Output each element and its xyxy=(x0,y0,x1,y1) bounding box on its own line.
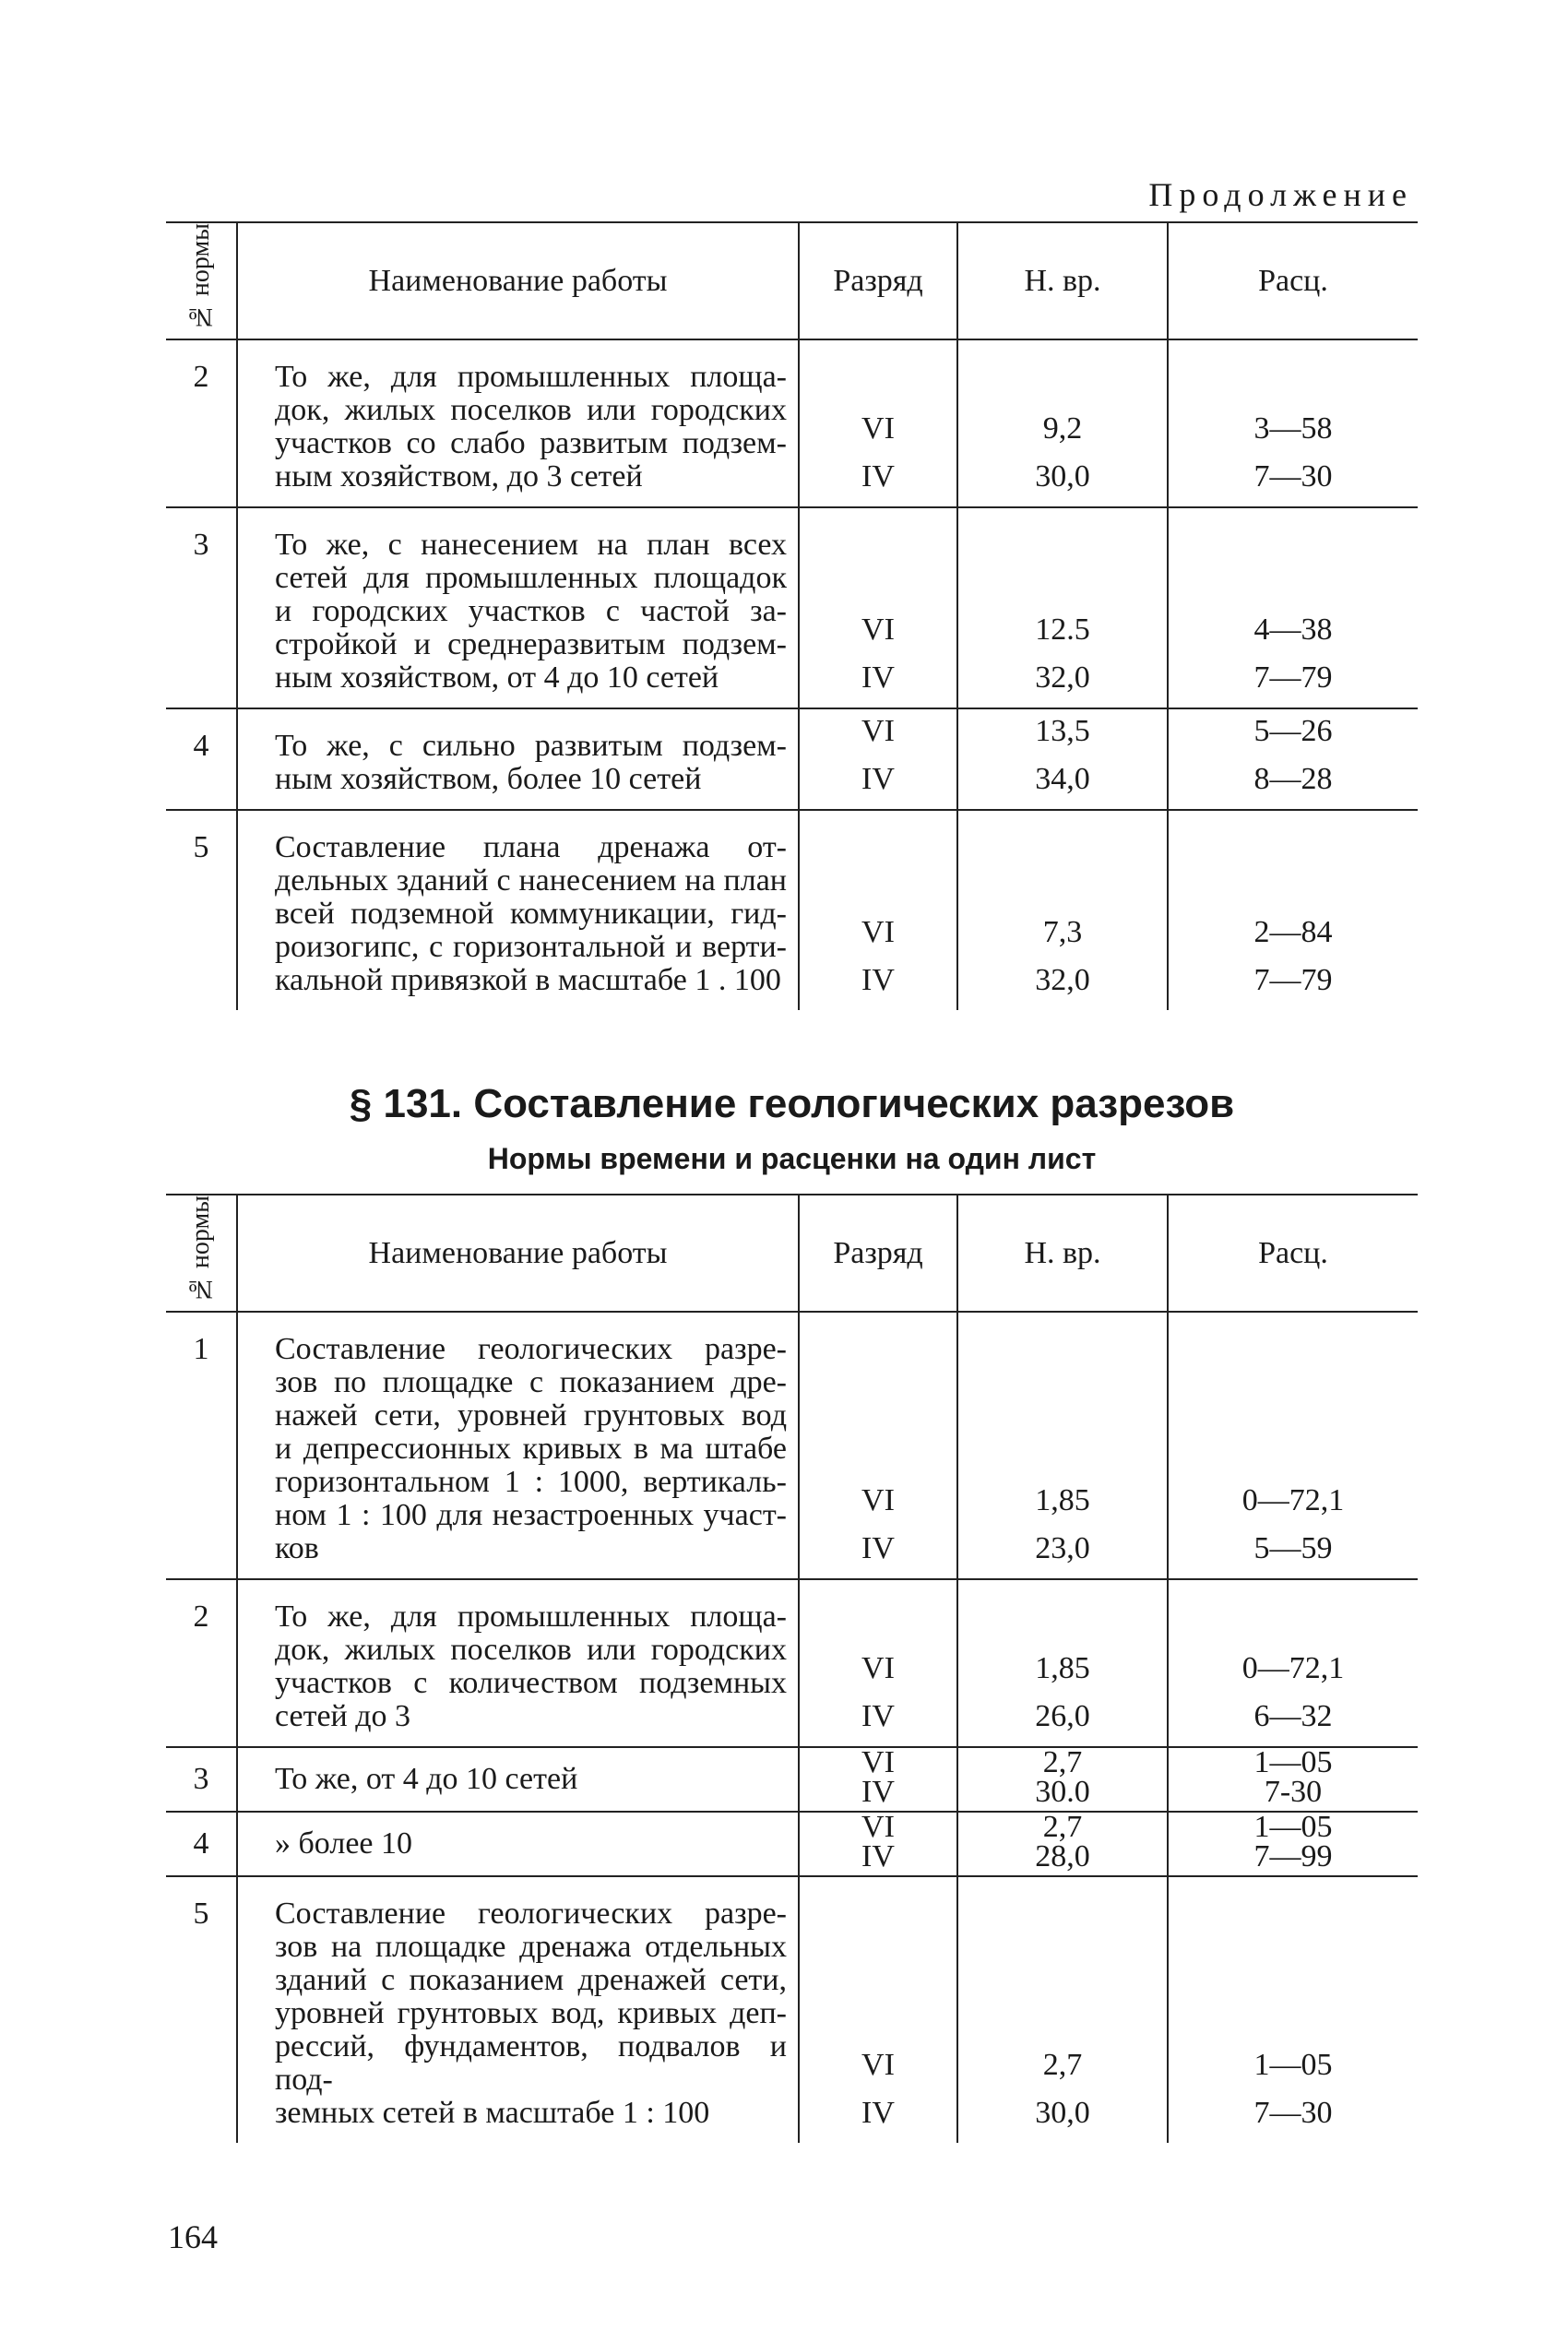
time-norm-value: 1,85 xyxy=(1035,1651,1090,1686)
work-name-line: уровней грунтовых вод, кривых деп- xyxy=(275,1996,787,2031)
time-norm-value: 2,7 xyxy=(1042,2048,1083,2083)
work-name-line: участков со слабо развитым подзем- xyxy=(275,426,787,461)
rate-value: 7—79 xyxy=(1253,660,1333,696)
rate-value-cell xyxy=(1168,1579,1418,1747)
time-norm-value: 1,85 xyxy=(1035,1483,1090,1518)
grade-value: VI xyxy=(861,915,895,950)
time-norm-value-cell xyxy=(957,1747,1168,1812)
time-norm-value: 2,7 xyxy=(1042,1745,1083,1780)
work-name-line: и городских участков с частой за- xyxy=(275,594,787,629)
time-norm-value: 28,0 xyxy=(1035,1839,1090,1874)
table-row xyxy=(166,339,1418,507)
grade-value: IV xyxy=(861,2096,895,2131)
grade-value: IV xyxy=(861,660,895,696)
rate-value-cell xyxy=(1168,507,1418,708)
work-name xyxy=(237,1876,799,2143)
rate-value: 7—79 xyxy=(1253,963,1333,998)
grade-value-cell xyxy=(799,708,957,810)
rate-value: 7-30 xyxy=(1264,1775,1323,1810)
time-norm-value: 34,0 xyxy=(1035,762,1090,797)
work-name-line: всей подземной коммуникации, гид- xyxy=(275,897,787,932)
work-name-line: сетей для промышленных площадок xyxy=(275,561,787,596)
header-time-norm: Н. вр. xyxy=(957,222,1168,339)
work-name-line: и депрессионных кривых в ма штабе xyxy=(275,1432,787,1467)
rate-value: 0—72,1 xyxy=(1241,1651,1345,1686)
table-row xyxy=(166,1312,1418,1579)
rate-value: 1—05 xyxy=(1253,1810,1333,1845)
rate-value: 1—05 xyxy=(1253,1745,1333,1780)
work-name-line: док, жилых поселков или городских xyxy=(275,1633,787,1668)
time-norm-value-cell xyxy=(957,708,1168,810)
rate-value-cell xyxy=(1168,1812,1418,1876)
work-name xyxy=(237,1579,799,1747)
work-name xyxy=(237,1747,799,1812)
time-norm-value: 9,2 xyxy=(1042,411,1083,446)
grade-value: VI xyxy=(861,2048,895,2083)
norm-number: 5 xyxy=(166,810,237,1010)
continuation-label: Продолжение xyxy=(1148,176,1413,213)
rate-value-cell xyxy=(1168,1876,1418,2143)
norm-number: 4 xyxy=(166,708,237,810)
table-row xyxy=(166,507,1418,708)
rate-value: 3—58 xyxy=(1253,411,1333,446)
header-norm-number: № нормы xyxy=(166,222,237,339)
section-subtitle: Нормы времени и расценки на один лист xyxy=(487,1142,1097,1175)
work-name-line: ным хозяйством, от 4 до 10 сетей xyxy=(275,660,719,696)
work-name-line: » более 10 xyxy=(275,1826,412,1861)
work-name-line: дельных зданий с нанесением на план xyxy=(275,863,787,898)
header-rate: Расц. xyxy=(1168,222,1418,339)
norm-number: 2 xyxy=(166,1579,237,1747)
time-norm-value: 32,0 xyxy=(1035,963,1090,998)
rate-value: 8—28 xyxy=(1253,762,1333,797)
work-name-line: Составление геологических разре- xyxy=(275,1332,787,1367)
time-norm-value-cell xyxy=(957,1876,1168,2143)
norm-number: 2 xyxy=(166,339,237,507)
grade-value-cell xyxy=(799,1579,957,1747)
time-norm-value-cell xyxy=(957,339,1168,507)
work-name xyxy=(237,507,799,708)
time-norm-value: 2,7 xyxy=(1042,1810,1083,1845)
work-name-line: роизогипс, с горизонтальной и верти- xyxy=(275,930,787,965)
grade-value-cell xyxy=(799,507,957,708)
grade-value: VI xyxy=(861,612,895,648)
page-number: 164 xyxy=(168,2218,218,2255)
rate-value: 7—99 xyxy=(1253,1839,1333,1874)
time-norm-value: 12.5 xyxy=(1035,612,1090,648)
time-norm-value: 23,0 xyxy=(1035,1531,1090,1566)
grade-value: IV xyxy=(861,1699,895,1734)
header-work-name: Наименование работы xyxy=(237,1195,799,1312)
header-work-name: Наименование работы xyxy=(237,222,799,339)
rate-value: 2—84 xyxy=(1253,915,1333,950)
work-name-line: ков xyxy=(275,1531,319,1566)
work-name-line: Составление геологических разре- xyxy=(275,1897,787,1932)
grade-value-cell xyxy=(799,1812,957,1876)
grade-value: IV xyxy=(861,459,895,494)
work-name xyxy=(237,1312,799,1579)
grade-value: VI xyxy=(861,714,895,749)
time-norm-value-cell xyxy=(957,1812,1168,1876)
time-norm-value-cell xyxy=(957,507,1168,708)
table-row xyxy=(166,708,1418,810)
work-name-line: зданий с показанием дренажей сети, xyxy=(275,1963,787,1998)
time-norm-value-cell xyxy=(957,1312,1168,1579)
work-name-line: ным хозяйством, более 10 сетей xyxy=(275,762,702,797)
rate-value-cell xyxy=(1168,1747,1418,1812)
work-name-line: То же, с сильно развитым подзем- xyxy=(275,729,787,764)
time-norm-value: 30.0 xyxy=(1035,1775,1090,1810)
rate-value: 0—72,1 xyxy=(1241,1483,1345,1518)
work-name xyxy=(237,810,799,1010)
rate-value-cell xyxy=(1168,1312,1418,1579)
work-name xyxy=(237,1812,799,1876)
grade-value: VI xyxy=(861,1810,895,1845)
header-grade: Разряд xyxy=(799,1195,957,1312)
work-name-line: То же, от 4 до 10 сетей xyxy=(275,1762,578,1797)
grade-value-cell xyxy=(799,1312,957,1579)
work-name-line: участков с количеством подземных xyxy=(275,1666,787,1701)
header-time-norm: Н. вр. xyxy=(957,1195,1168,1312)
section-title: § 131. Составление геологических разрезов xyxy=(349,1081,1235,1126)
grade-value-cell xyxy=(799,1747,957,1812)
work-name-line: То же, с нанесением на план всех xyxy=(275,528,787,563)
norms-table-continued xyxy=(166,221,1418,1010)
grade-value-cell xyxy=(799,810,957,1010)
table-row xyxy=(166,1876,1418,2143)
work-name-line: нажей сети, уровней грунтовых вод xyxy=(275,1398,787,1433)
work-name-line: док, жилых поселков или городских xyxy=(275,393,787,428)
rate-value-cell xyxy=(1168,810,1418,1010)
work-name-line: горизонтальном 1 : 1000, вертикаль- xyxy=(275,1465,787,1500)
norm-number: 3 xyxy=(166,507,237,708)
grade-value-cell xyxy=(799,339,957,507)
norm-number: 4 xyxy=(166,1812,237,1876)
norm-number: 5 xyxy=(166,1876,237,2143)
grade-value: IV xyxy=(861,1839,895,1874)
norm-number: 1 xyxy=(166,1312,237,1579)
time-norm-value: 13,5 xyxy=(1035,714,1090,749)
grade-value: IV xyxy=(861,963,895,998)
rate-value: 7—30 xyxy=(1253,459,1333,494)
header-norm-number: № нормы xyxy=(166,1195,237,1312)
grade-value: VI xyxy=(861,1483,895,1518)
grade-value: IV xyxy=(861,762,895,797)
grade-value-cell xyxy=(799,1876,957,2143)
table-row xyxy=(166,1812,1418,1876)
work-name-line: зов по площадке с показанием дре- xyxy=(275,1365,787,1400)
geological-sections-table xyxy=(166,1194,1418,2143)
time-norm-value: 30,0 xyxy=(1035,459,1090,494)
rate-value: 1—05 xyxy=(1253,2048,1333,2083)
time-norm-value: 7,3 xyxy=(1042,915,1083,950)
time-norm-value: 32,0 xyxy=(1035,660,1090,696)
rate-value: 5—59 xyxy=(1253,1531,1333,1566)
work-name-line: сетей до 3 xyxy=(275,1699,411,1734)
work-name-line: рессий, фундаментов, подвалов и под- xyxy=(275,2029,787,2098)
rate-value-cell xyxy=(1168,339,1418,507)
table-row xyxy=(166,1579,1418,1747)
work-name-line: земных сетей в масштабе 1 : 100 xyxy=(275,2096,710,2131)
work-name-line: кальной привязкой в масштабе 1 . 100 xyxy=(275,963,781,998)
table-row xyxy=(166,810,1418,1010)
rate-value: 4—38 xyxy=(1253,612,1333,648)
grade-value: VI xyxy=(861,411,895,446)
rate-value: 6—32 xyxy=(1253,1699,1333,1734)
header-grade: Разряд xyxy=(799,222,957,339)
work-name-line: Составление плана дренажа от- xyxy=(275,830,787,865)
time-norm-value-cell xyxy=(957,1579,1168,1747)
rate-value: 5—26 xyxy=(1253,714,1333,749)
work-name-line: То же, для промышленных площа- xyxy=(275,1600,787,1635)
work-name-line: ном 1 : 100 для незастроенных участ- xyxy=(275,1498,787,1533)
rate-value: 7—30 xyxy=(1253,2096,1333,2131)
time-norm-value: 26,0 xyxy=(1035,1699,1090,1734)
rate-value-cell xyxy=(1168,708,1418,810)
work-name-line: ным хозяйством, до 3 сетей xyxy=(275,459,643,494)
work-name-line: То же, для промышленных площа- xyxy=(275,360,787,395)
grade-value: IV xyxy=(861,1531,895,1566)
work-name-line: стройкой и среднеразвитым подзем- xyxy=(275,627,787,662)
time-norm-value: 30,0 xyxy=(1035,2096,1090,2131)
work-name xyxy=(237,339,799,507)
grade-value: IV xyxy=(861,1775,895,1810)
norm-number: 3 xyxy=(166,1747,237,1812)
grade-value: VI xyxy=(861,1745,895,1780)
time-norm-value-cell xyxy=(957,810,1168,1010)
work-name xyxy=(237,708,799,810)
header-rate: Расц. xyxy=(1168,1195,1418,1312)
work-name-line: зов на площадке дренажа отдельных xyxy=(275,1930,787,1965)
grade-value: VI xyxy=(861,1651,895,1686)
table-row xyxy=(166,1747,1418,1812)
